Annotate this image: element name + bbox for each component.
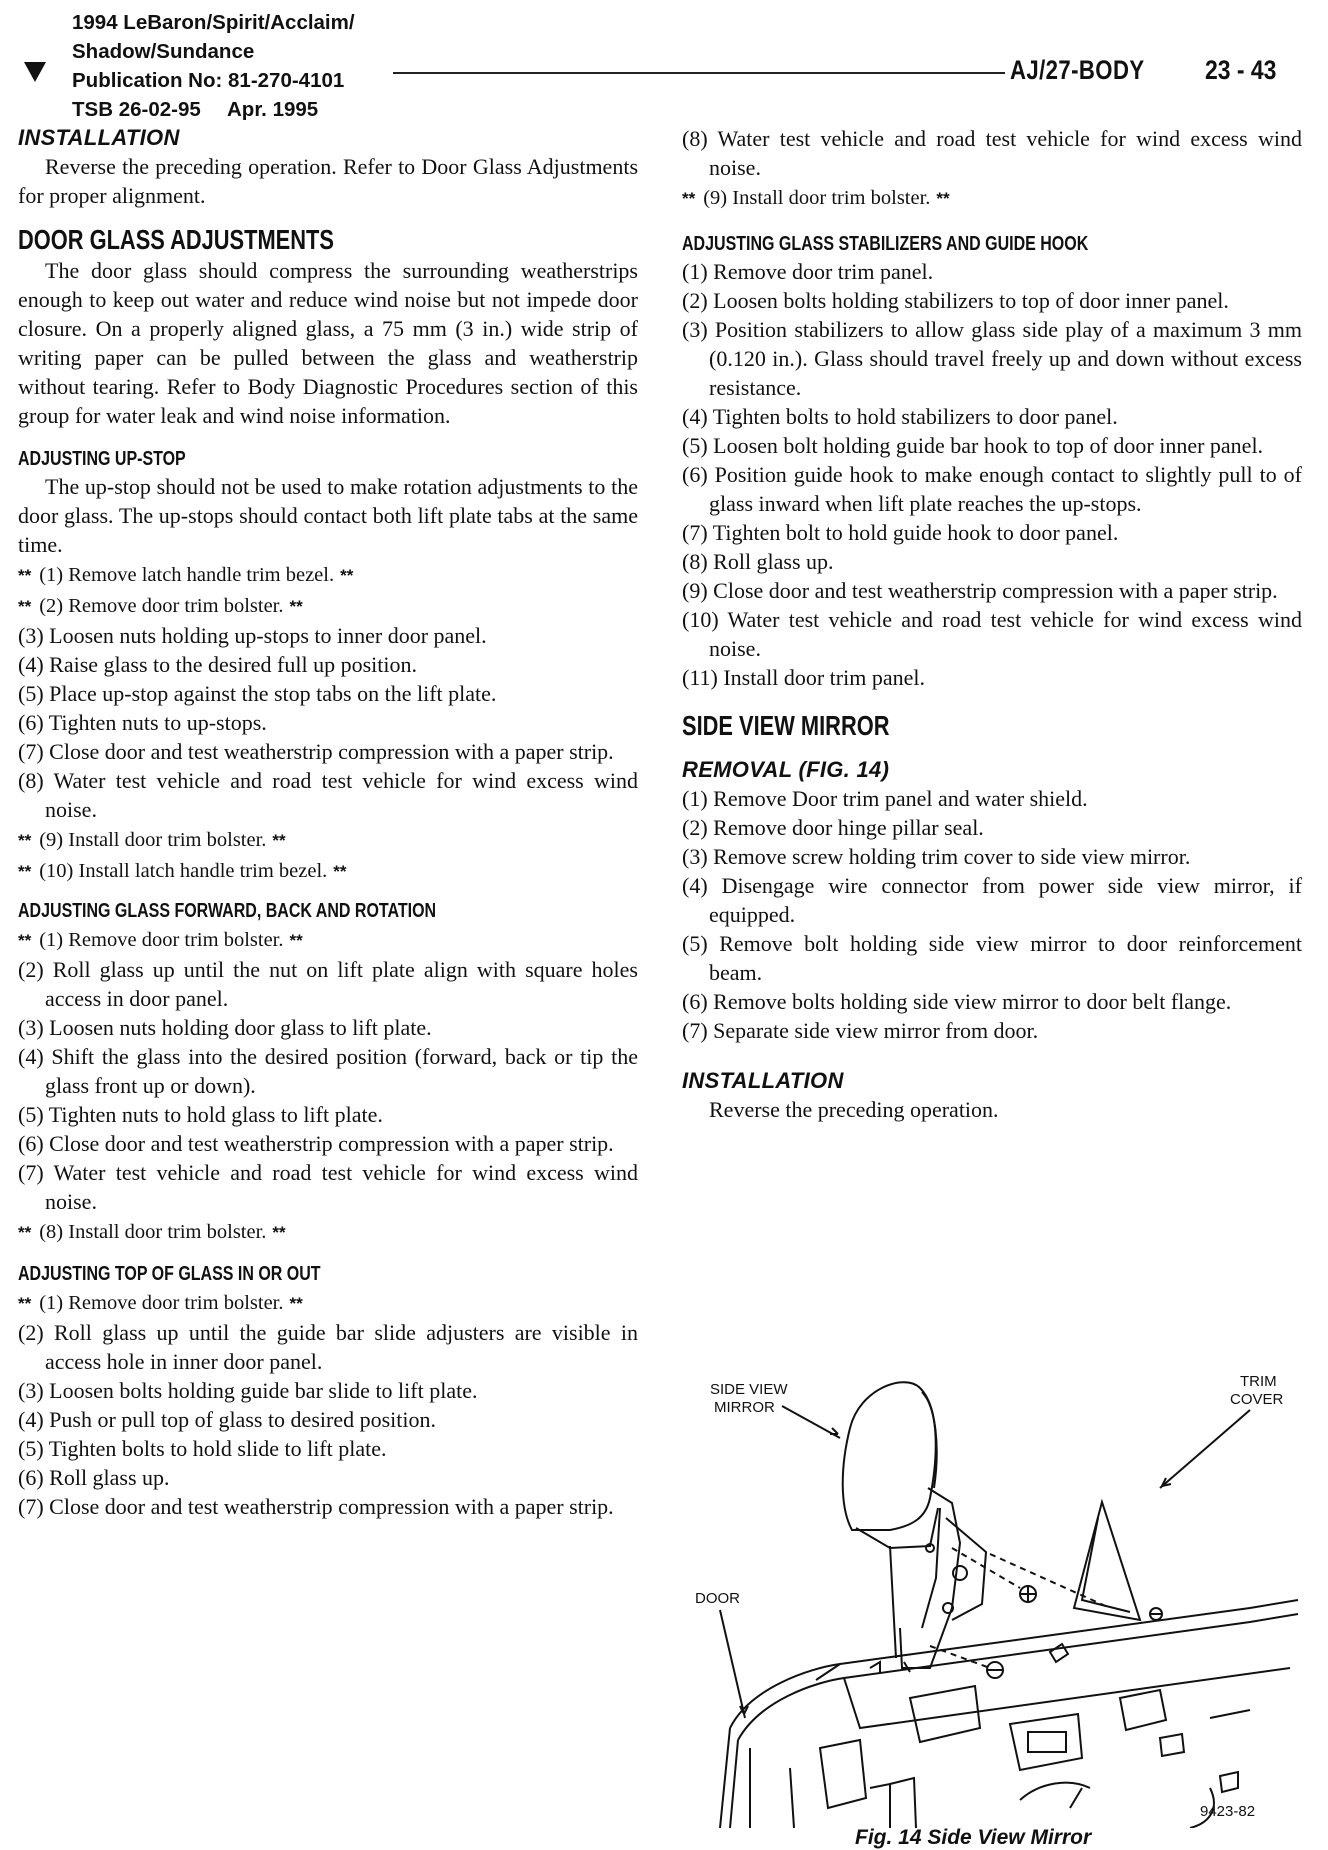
list-item: (8) Water test vehicle and road test vehicle for wind excess wind noise. (18, 768, 638, 822)
figure-caption: Fig. 14 Side View Mirror (855, 1826, 1092, 1849)
bolt-icon (1020, 1586, 1036, 1602)
list-item: ** (9) Install door trim bolster. ** (682, 187, 950, 209)
installation-heading-2: INSTALLATION (682, 1068, 844, 1093)
label-side-view-mirror-2: MIRROR (714, 1399, 775, 1416)
list-item: (3) Loosen bolts holding guide bar slide to lift plate. (18, 1378, 478, 1403)
side-view-mirror-heading: SIDE VIEW MIRROR (682, 710, 890, 741)
list-item: (1) Remove Door trim panel and water shield. (682, 786, 1088, 811)
list-item: (4) Shift the glass into the desired position (forward, back or tip the glass front up or down). (18, 1044, 638, 1098)
label-trim-cover: TRIM (1240, 1373, 1277, 1390)
list-item: (3) Loosen nuts holding up-stops to inner door panel. (18, 623, 487, 648)
list-item: ** (1) Remove door trim bolster. ** (18, 1292, 303, 1314)
list-item: (7) Tighten bolt to hold guide hook to door panel. (682, 520, 1119, 545)
list-item: (3) Loosen nuts holding door glass to lift plate. (18, 1015, 432, 1040)
list-item: ** (10) Install latch handle trim bezel. ** (18, 860, 347, 882)
list-item: (5) Remove bolt holding side view mirror to door reinforcement beam. (682, 931, 1302, 985)
label-trim-cover-2: COVER (1230, 1391, 1284, 1408)
mirror-bracket (900, 1488, 960, 1668)
leader-door (720, 1610, 745, 1718)
mirror-housing (843, 1382, 936, 1530)
list-item: (5) Loosen bolt holding guide bar hook to top of door inner panel. (682, 433, 1264, 458)
figure-code: 9423-82 (1200, 1803, 1256, 1820)
list-item: ** (9) Install door trim bolster. ** (18, 829, 286, 851)
list-item: (5) Tighten nuts to hold glass to lift plate. (18, 1102, 383, 1127)
list-item: (11) Install door trim panel. (682, 665, 925, 690)
list-item: (2) Loosen bolts holding stabilizers to top of door inner panel. (682, 288, 1229, 313)
right-column (682, 124, 1302, 1124)
list-item: (6) Tighten nuts to up-stops. (18, 710, 267, 735)
header-models-line2: Shadow/Sundance (72, 40, 255, 63)
list-item: (2) Remove door hinge pillar seal. (682, 815, 984, 840)
list-item: (5) Tighten bolts to hold slide to lift plate. (18, 1436, 387, 1461)
list-item: ** (8) Install door trim bolster. ** (18, 1221, 286, 1243)
header-tsb-line (72, 95, 355, 124)
list-item: (6) Close door and test weatherstrip compression with a paper strip. (18, 1131, 614, 1156)
header-publication: Publication No: 81-270-4101 (72, 69, 345, 92)
side-view-mirror-diagram (690, 1368, 1300, 1828)
section-label: AJ/27-BODY (1010, 55, 1145, 85)
list-item: (2) Roll glass up until the guide bar slide adjusters are visible in access hole in inner door panel. (18, 1320, 638, 1374)
list-item: (8) Water test vehicle and road test vehicle for wind excess wind noise. (682, 126, 1302, 180)
header-date: Apr. 1995 (227, 98, 319, 121)
header-tsb: TSB 26-02-95 (72, 98, 201, 121)
list-item: (5) Place up-stop against the stop tabs on the lift plate. (18, 681, 497, 706)
list-item: (3) Remove screw holding trim cover to side view mirror. (682, 844, 1191, 869)
list-item: ** (1) Remove latch handle trim bezel. ** (18, 564, 354, 586)
list-item: (2) Roll glass up until the nut on lift plate align with square holes access in door panel. (18, 957, 638, 1011)
access-hole (910, 1686, 980, 1742)
list-item: (6) Roll glass up. (18, 1465, 170, 1490)
latch-opening (1010, 1714, 1082, 1770)
door-glass-text: The door glass should compress the surrounding weatherstrips enough to keep out water and reduce wind noise but not impede door closure. On a properly aligned glass, a 75 mm (3 in.) wide strip of writing paper can be pulled between the glass and weatherstrip without tearing. Refer to Body Diagnostic Procedures section of this group for water leak and wind noise information. (18, 258, 638, 428)
list-item: (10) Water test vehicle and road test vehicle for wind excess wind noise. (682, 607, 1302, 661)
screw-icon (1150, 1608, 1162, 1620)
top-glass-heading: ADJUSTING TOP OF GLASS IN OR OUT (18, 1263, 321, 1285)
leader-trim (1160, 1410, 1250, 1488)
list-item: (7) Separate side view mirror from door. (682, 1018, 1039, 1043)
triangle-marker-icon (24, 62, 46, 82)
list-item: (9) Close door and test weatherstrip compression with a paper strip. (682, 578, 1278, 603)
label-door: DOOR (695, 1590, 740, 1607)
removal-heading: REMOVAL (FIG. 14) (682, 757, 890, 782)
bolt-icon (987, 1662, 1003, 1678)
upstop-text: The up-stop should not be used to make rotation adjustments to the door glass. The up-stops should contact both lift plate tabs at the same time. (18, 474, 638, 557)
header-models-line1: 1994 LeBaron/Spirit/Acclaim/ (72, 11, 355, 34)
list-item: (3) Position stabilizers to allow glass side play of a maximum 3 mm (0.120 in.). Glass should travel freely up and down without excess resistance. (682, 317, 1302, 400)
upstop-heading: ADJUSTING UP-STOP (18, 448, 186, 470)
list-item: (6) Remove bolts holding side view mirror to door belt flange. (682, 989, 1232, 1014)
list-item: (6) Position guide hook to make enough contact to slightly pull to of glass inward when lift plate reaches the up-stops. (682, 462, 1302, 516)
installation-heading: INSTALLATION (18, 125, 180, 150)
list-item: (1) Remove door trim panel. (682, 259, 934, 284)
list-item: ** (2) Remove door trim bolster. ** (18, 595, 303, 617)
list-item: (4) Raise glass to the desired full up position. (18, 652, 417, 677)
door-glass-heading: DOOR GLASS ADJUSTMENTS (18, 224, 334, 255)
trim-cover-part (1074, 1502, 1140, 1620)
list-item: (8) Roll glass up. (682, 549, 834, 574)
list-item: ** (1) Remove door trim bolster. ** (18, 929, 303, 951)
label-side-view-mirror: SIDE VIEW (710, 1381, 788, 1398)
page-header-info (72, 8, 355, 124)
list-item: (7) Close door and test weatherstrip compression with a paper strip. (18, 1494, 614, 1519)
page-number: 23 - 43 (1205, 55, 1277, 85)
header-rule (393, 72, 1005, 74)
list-item: (7) Water test vehicle and road test vehicle for wind excess wind noise. (18, 1160, 638, 1214)
list-item: (4) Tighten bolts to hold stabilizers to door panel. (682, 404, 1118, 429)
list-item: (7) Close door and test weatherstrip compression with a paper strip. (18, 739, 614, 764)
door-top-edge (730, 1600, 1298, 1728)
left-column (18, 124, 638, 1521)
installation-text-2: Reverse the preceding operation. (709, 1097, 999, 1122)
forward-back-heading: ADJUSTING GLASS FORWARD, BACK AND ROTATION (18, 900, 437, 922)
installation-text: Reverse the preceding operation. Refer to Door Glass Adjustments for proper alignment. (18, 154, 638, 208)
list-item: (4) Push or pull top of glass to desired position. (18, 1407, 436, 1432)
stabilizer-heading: ADJUSTING GLASS STABILIZERS AND GUIDE HOOK (682, 233, 1089, 255)
list-item: (4) Disengage wire connector from power side view mirror, if equipped. (682, 873, 1302, 927)
